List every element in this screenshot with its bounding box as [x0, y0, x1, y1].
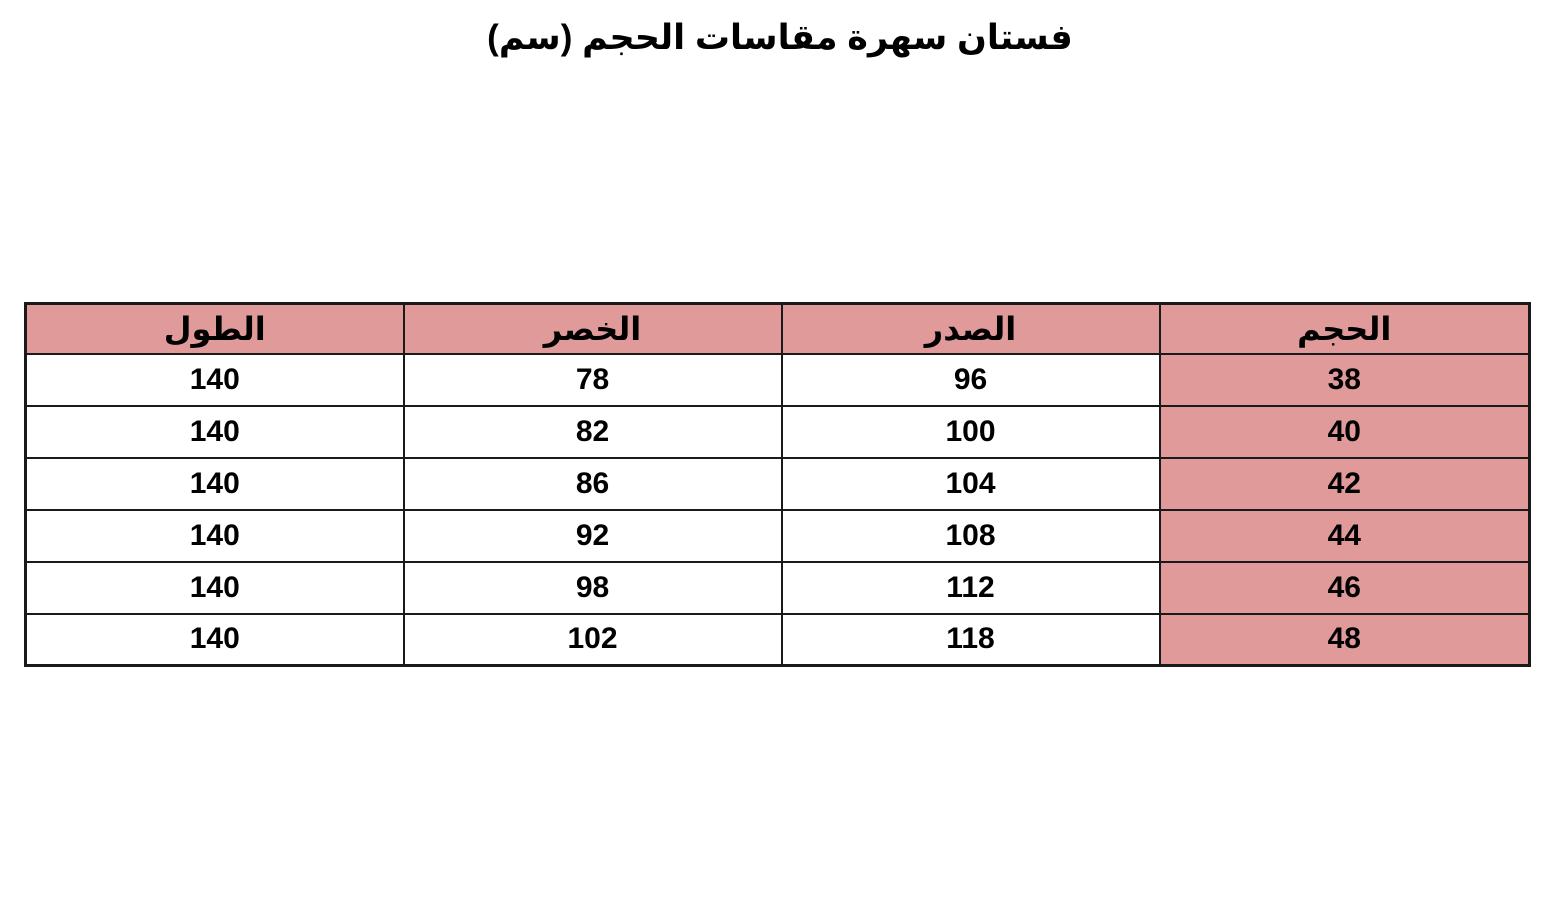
cell-chest: 104 [782, 458, 1160, 510]
table-header [26, 304, 1530, 354]
cell-chest: 118 [782, 614, 1160, 666]
column-header-chest: الصدر [782, 304, 1160, 354]
cell-chest: 100 [782, 406, 1160, 458]
cell-waist: 86 [404, 458, 782, 510]
cell-size: 48 [1160, 614, 1530, 666]
page-title: فستان سهرة مقاسات الحجم (سم) [487, 18, 1073, 57]
cell-length: 140 [26, 406, 404, 458]
cell-waist: 78 [404, 354, 782, 406]
cell-chest: 96 [782, 354, 1160, 406]
cell-length: 140 [26, 458, 404, 510]
cell-chest: 108 [782, 510, 1160, 562]
cell-waist: 102 [404, 614, 782, 666]
cell-size: 40 [1160, 406, 1530, 458]
cell-length: 140 [26, 354, 404, 406]
column-header-waist: الخصر [404, 304, 782, 354]
cell-size: 46 [1160, 562, 1530, 614]
table-body [26, 354, 1530, 666]
cell-chest: 112 [782, 562, 1160, 614]
cell-size: 44 [1160, 510, 1530, 562]
cell-size: 42 [1160, 458, 1530, 510]
table-row [26, 406, 1530, 458]
table-row [26, 614, 1530, 666]
cell-length: 140 [26, 510, 404, 562]
cell-length: 140 [26, 562, 404, 614]
cell-size: 38 [1160, 354, 1530, 406]
cell-length: 140 [26, 614, 404, 666]
table-row [26, 458, 1530, 510]
size-chart-table [24, 302, 1531, 667]
size-chart-container [27, 302, 1531, 667]
table-row [26, 510, 1530, 562]
table-row [26, 354, 1530, 406]
cell-waist: 92 [404, 510, 782, 562]
column-header-size: الحجم [1160, 304, 1530, 354]
cell-waist: 98 [404, 562, 782, 614]
column-header-length: الطول [26, 304, 404, 354]
table-header-row [26, 304, 1530, 354]
cell-waist: 82 [404, 406, 782, 458]
table-row [26, 562, 1530, 614]
